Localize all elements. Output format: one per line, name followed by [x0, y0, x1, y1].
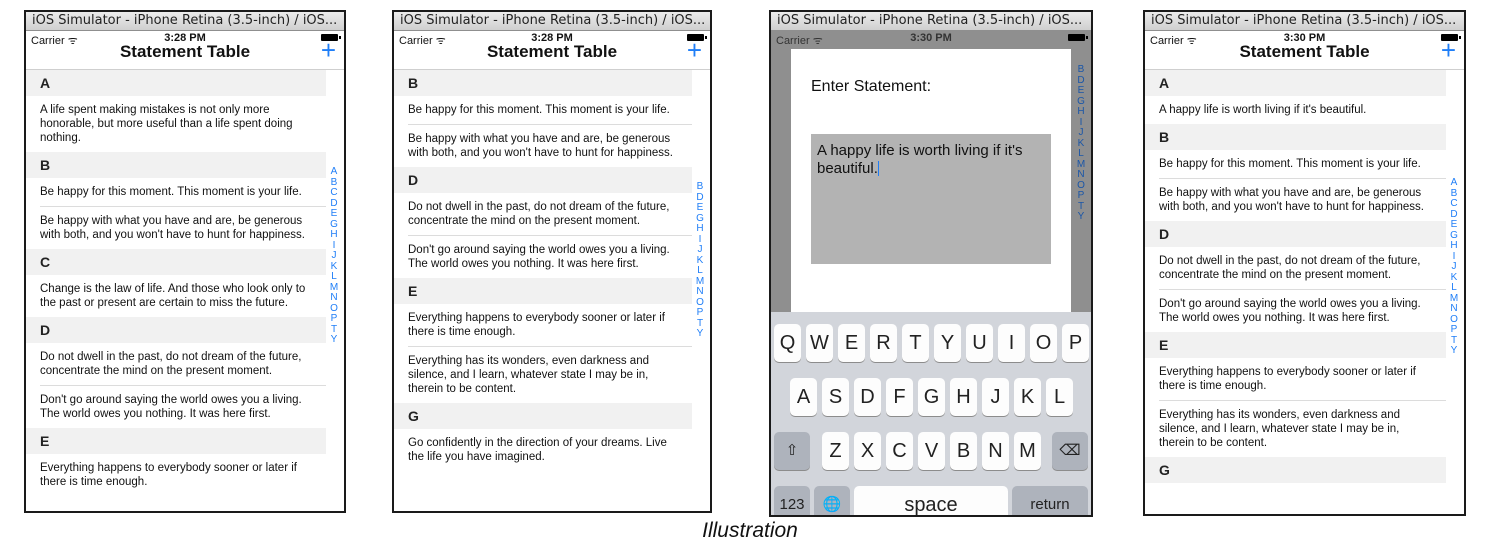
index-letter[interactable]: D — [330, 197, 338, 209]
index-letter[interactable]: N — [696, 286, 704, 297]
key-c[interactable]: C — [886, 432, 913, 470]
statement-table[interactable] — [1145, 70, 1446, 514]
table-row[interactable]: Don't go around saying the world owes you a living. The world owes you nothing. It was here first. — [408, 244, 670, 270]
window-title: iOS Simulator - iPhone Retina (3.5-inch) / iOS... — [771, 12, 1091, 31]
index-letter[interactable]: P — [330, 313, 338, 324]
index-letter[interactable]: M — [1449, 292, 1459, 304]
key-q[interactable]: Q — [774, 324, 801, 362]
section-index[interactable] — [1448, 178, 1460, 357]
index-letter[interactable]: E — [1450, 219, 1458, 230]
nav-title: Statement Table — [486, 42, 618, 61]
index-letter[interactable]: I — [332, 239, 336, 251]
section-header: G — [394, 403, 692, 429]
section-header: E — [1145, 332, 1446, 358]
add-statement-button[interactable]: + — [686, 35, 702, 65]
carrier-label: Carrier ᯤ — [31, 35, 78, 47]
table-row[interactable]: Be happy for this moment. This moment is your life. — [1159, 158, 1421, 170]
table-row[interactable]: Do not dwell in the past, do not dream of the future, concentrate the mind on the present moment. — [408, 201, 670, 227]
key-o[interactable]: O — [1030, 324, 1057, 362]
iphone-screen — [394, 31, 710, 511]
table-row[interactable]: Don't go around saying the world owes you a living. The world owes you nothing. It was here first. — [40, 394, 302, 420]
index-letter[interactable]: E — [1077, 85, 1085, 96]
key-k[interactable]: K — [1014, 378, 1041, 416]
carrier-label: Carrier ᯤ — [1150, 35, 1197, 47]
index-letter[interactable]: T — [1077, 200, 1085, 212]
table-row[interactable]: Don't go around saying the world owes you a living. The world owes you nothing. It was here first. — [1159, 298, 1421, 324]
table-row[interactable]: Do not dwell in the past, do not dream of the future, concentrate the mind on the present moment. — [40, 351, 302, 377]
battery-icon — [1068, 34, 1085, 41]
statement-dialog — [791, 49, 1071, 312]
dialog-label: Enter Statement: — [811, 78, 932, 95]
statement-table[interactable] — [394, 70, 692, 511]
section-index[interactable] — [694, 182, 706, 340]
index-letter[interactable]: L — [1078, 148, 1084, 159]
key-i[interactable]: I — [998, 324, 1025, 362]
index-letter[interactable]: J — [1078, 127, 1084, 138]
key-d[interactable]: D — [854, 378, 881, 416]
index-letter[interactable]: B — [696, 181, 704, 192]
clock: 3:30 PM — [910, 32, 952, 44]
section-header: B — [394, 70, 692, 96]
iphone-screen — [26, 31, 344, 511]
index-letter[interactable]: T — [330, 323, 338, 335]
key-w[interactable]: W — [806, 324, 833, 362]
clock: 3:30 PM — [1283, 32, 1326, 44]
section-header: G — [1145, 457, 1446, 483]
carrier-label: Carrier ᯤ — [399, 35, 446, 47]
index-letter[interactable]: H — [1077, 106, 1085, 117]
figure-caption: Illustration — [702, 519, 798, 542]
iphone-screen — [1145, 31, 1464, 514]
statement-table[interactable] — [26, 70, 326, 511]
table-row[interactable]: Everything has its wonders, even darkness and silence, and I learn, whatever state I may be in, therein to be content. — [408, 355, 649, 395]
add-statement-button[interactable]: + — [1440, 35, 1456, 65]
table-row[interactable]: A happy life is worth living if it's beautiful. — [1159, 104, 1367, 116]
table-row[interactable]: Go confidently in the direction of your dreams. Live the life you have imagined. — [408, 437, 667, 463]
index-letter[interactable]: P — [696, 307, 704, 318]
key-r[interactable]: R — [870, 324, 897, 362]
clock: 3:28 PM — [531, 32, 573, 44]
index-letter[interactable]: Y — [330, 334, 338, 345]
section-header: B — [1145, 124, 1446, 150]
key-n[interactable]: N — [982, 432, 1009, 470]
nav-title: Statement Table — [119, 42, 251, 61]
add-statement-button[interactable]: + — [320, 35, 336, 65]
wifi-icon: ᯤ — [67, 35, 78, 47]
key-e[interactable]: E — [838, 324, 865, 362]
key-a[interactable]: A — [790, 378, 817, 416]
key-y[interactable]: Y — [934, 324, 961, 362]
table-row[interactable]: Everything happens to everybody sooner or later if there is time enough. — [1159, 366, 1416, 392]
index-letter[interactable]: I — [698, 233, 702, 245]
simulator-window-2 — [392, 10, 712, 513]
delete-key[interactable]: ⌫ — [1052, 432, 1088, 470]
index-letter[interactable]: D — [1450, 208, 1458, 220]
simulator-window-3 — [769, 10, 1093, 517]
carrier-label: Carrier ᯤ — [776, 35, 823, 47]
index-letter[interactable]: P — [1450, 324, 1458, 335]
key-p[interactable]: P — [1062, 324, 1089, 362]
key-f[interactable]: F — [886, 378, 913, 416]
index-letter[interactable]: G — [696, 212, 704, 224]
globe-key[interactable]: 🌐 — [814, 486, 850, 515]
index-letter[interactable]: J — [697, 244, 703, 255]
key-s[interactable]: S — [822, 378, 849, 416]
index-letter[interactable]: H — [330, 229, 338, 240]
index-letter[interactable]: L — [331, 271, 337, 282]
keyboard — [771, 312, 1091, 515]
table-row[interactable]: Do not dwell in the past, do not dream of the future, concentrate the mind on the present moment. — [1159, 255, 1421, 281]
status-bar — [771, 31, 1091, 49]
simulator-window-1 — [24, 10, 346, 513]
section-header: C — [26, 249, 326, 275]
section-header: E — [394, 278, 692, 304]
iphone-screen — [771, 31, 1091, 515]
index-letter[interactable]: C — [1450, 198, 1458, 209]
section-header: A — [1145, 70, 1446, 96]
section-header: D — [1145, 221, 1446, 247]
wifi-icon: ᯤ — [1186, 35, 1197, 47]
simulator-window-4 — [1143, 10, 1466, 516]
index-letter[interactable]: K — [1450, 271, 1458, 283]
index-letter[interactable]: E — [330, 208, 338, 219]
index-letter[interactable]: M — [329, 281, 339, 293]
index-letter[interactable]: A — [1450, 177, 1458, 188]
index-letter[interactable]: I — [1079, 116, 1083, 128]
index-letter[interactable]: T — [1450, 334, 1458, 346]
table-row[interactable]: Everything happens to everybody sooner or later if there is time enough. — [40, 462, 297, 488]
window-title: iOS Simulator - iPhone Retina (3.5-inch) / iOS... — [394, 12, 710, 31]
text-caret — [878, 161, 879, 176]
section-header: D — [26, 317, 326, 343]
key-j[interactable]: J — [982, 378, 1009, 416]
key-h[interactable]: H — [950, 378, 977, 416]
wifi-icon: ᯤ — [812, 35, 823, 47]
clock: 3:28 PM — [164, 32, 206, 44]
table-row[interactable]: Be happy with what you have and are, be generous with both, and you won't have to hunt for happiness. — [408, 133, 673, 159]
index-letter[interactable]: L — [697, 265, 703, 276]
index-letter[interactable]: N — [1450, 303, 1458, 314]
index-letter[interactable]: Y — [1077, 211, 1085, 222]
index-letter[interactable]: J — [331, 250, 337, 261]
section-header: D — [394, 167, 692, 193]
nav-title: Statement Table — [1239, 42, 1370, 61]
key-t[interactable]: T — [902, 324, 929, 362]
window-title: iOS Simulator - iPhone Retina (3.5-inch) / iOS... — [26, 12, 344, 31]
index-letter[interactable]: Y — [1450, 345, 1458, 356]
table-row[interactable]: Be happy with what you have and are, be generous with both, and you won't have to hunt for happiness. — [1159, 187, 1424, 213]
key-x[interactable]: X — [854, 432, 881, 470]
key-g[interactable]: G — [918, 378, 945, 416]
index-letter[interactable]: H — [696, 223, 704, 234]
index-letter[interactable]: B — [330, 176, 338, 188]
key-u[interactable]: U — [966, 324, 993, 362]
return-key[interactable]: return — [1012, 486, 1088, 515]
index-letter[interactable]: O — [696, 296, 704, 308]
index-letter[interactable]: G — [1077, 95, 1085, 107]
key-b[interactable]: B — [950, 432, 977, 470]
index-letter[interactable]: O — [1450, 313, 1458, 325]
index-letter[interactable]: P — [1077, 190, 1085, 201]
index-letter[interactable]: B — [1077, 64, 1085, 75]
index-letter[interactable]: E — [696, 202, 704, 213]
shift-key[interactable]: ⇧ — [774, 432, 810, 470]
index-letter[interactable]: H — [1450, 240, 1458, 251]
section-header: E — [26, 428, 326, 454]
index-letter[interactable]: N — [1077, 169, 1085, 180]
index-letter[interactable]: D — [696, 191, 704, 203]
index-letter[interactable]: K — [330, 260, 338, 272]
index-letter[interactable]: O — [330, 302, 338, 314]
index-letter[interactable]: O — [1077, 179, 1085, 191]
index-letter[interactable]: N — [330, 292, 338, 303]
index-letter[interactable]: K — [1077, 137, 1085, 149]
table-row[interactable]: Everything has its wonders, even darkness and silence, and I learn, whatever state I may be in, therein to be content. — [1159, 409, 1400, 449]
index-letter[interactable]: K — [696, 254, 704, 266]
index-letter[interactable]: T — [696, 317, 704, 329]
section-index — [1075, 65, 1087, 223]
key-l[interactable]: L — [1046, 378, 1073, 416]
key-z[interactable]: Z — [822, 432, 849, 470]
table-row[interactable]: Change is the law of life. And those who look only to the past or present are certain to miss the future. — [40, 283, 306, 309]
index-letter[interactable]: J — [1451, 261, 1457, 272]
index-letter[interactable]: M — [695, 275, 705, 287]
space-key[interactable]: space — [854, 486, 1008, 515]
index-letter[interactable]: G — [330, 218, 338, 230]
index-letter[interactable]: I — [1452, 250, 1456, 262]
index-letter[interactable]: A — [330, 166, 338, 177]
key-v[interactable]: V — [918, 432, 945, 470]
table-row[interactable]: A life spent making mistakes is not only more honorable, but more useful than a life spent doing nothing. — [40, 104, 293, 144]
table-row[interactable]: Everything happens to everybody sooner or later if there is time enough. — [408, 312, 665, 338]
statement-text: A happy life is worth living if it's beautiful. — [817, 142, 1023, 177]
index-letter[interactable]: L — [1451, 282, 1457, 293]
index-letter[interactable]: C — [330, 187, 338, 198]
section-index[interactable] — [328, 167, 340, 346]
table-row[interactable]: Be happy for this moment. This moment is your life. — [40, 186, 302, 198]
index-letter[interactable]: B — [1450, 187, 1458, 199]
index-letter[interactable]: G — [1450, 229, 1458, 241]
section-header: A — [26, 70, 326, 96]
wifi-icon: ᯤ — [435, 35, 446, 47]
window-title: iOS Simulator - iPhone Retina (3.5-inch) / iOS... — [1145, 12, 1464, 31]
index-letter[interactable]: M — [1076, 158, 1086, 170]
statement-text-area[interactable] — [811, 134, 1051, 264]
key-m[interactable]: M — [1014, 432, 1041, 470]
section-header: B — [26, 152, 326, 178]
numbers-key[interactable]: 123 — [774, 486, 810, 515]
table-row[interactable]: Be happy with what you have and are, be generous with both, and you won't have to hunt for happiness. — [40, 215, 305, 241]
table-row[interactable]: Be happy for this moment. This moment is your life. — [408, 104, 670, 116]
index-letter[interactable]: Y — [696, 328, 704, 339]
index-letter[interactable]: D — [1077, 74, 1085, 86]
